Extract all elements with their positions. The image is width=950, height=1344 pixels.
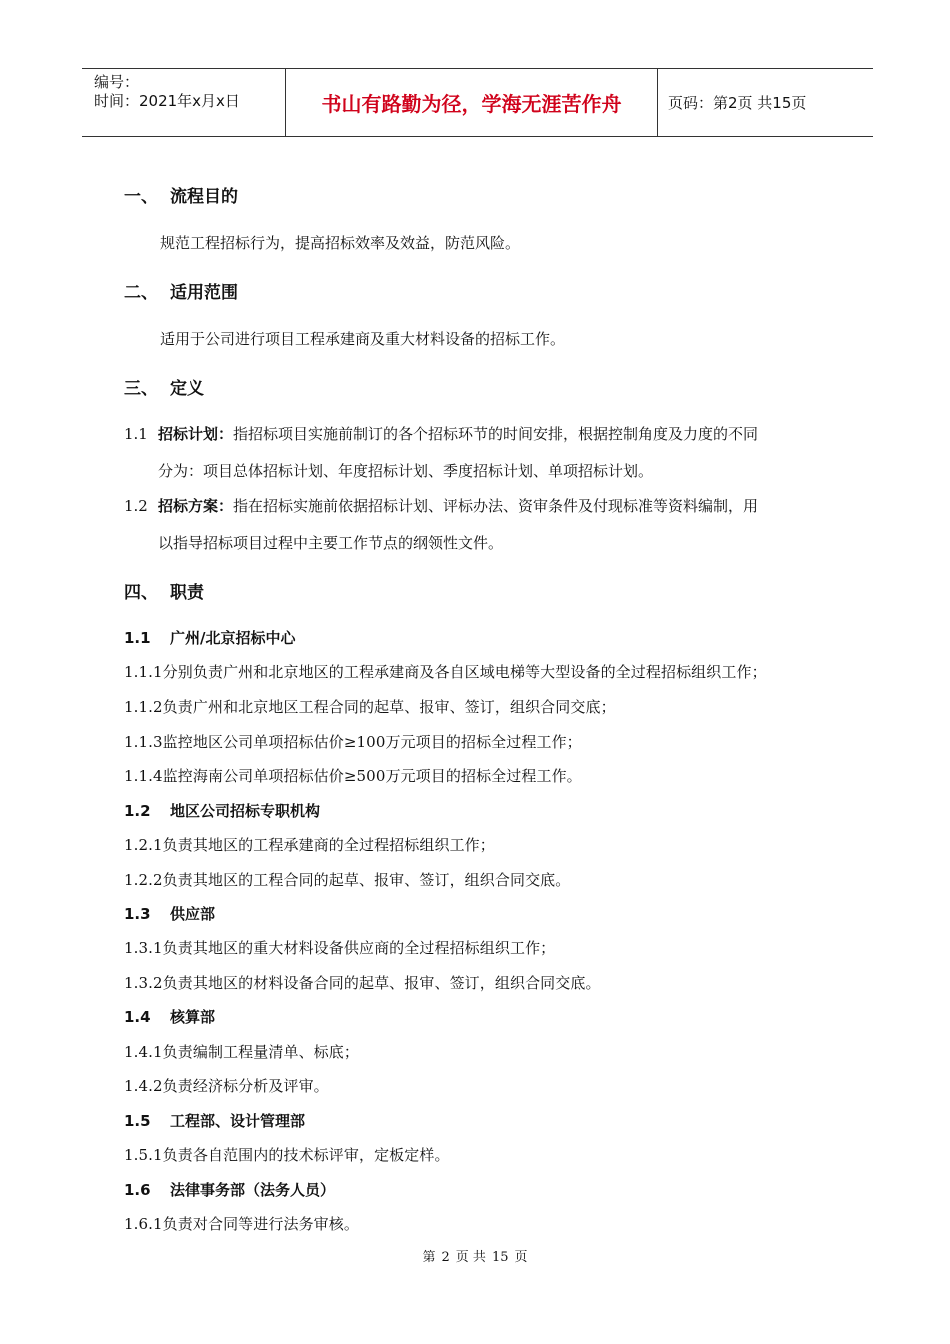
page-header bbox=[82, 68, 873, 137]
header-left-cell bbox=[82, 69, 285, 136]
list-item: 1.1.3监控地区公司单项招标估价≥100万元项目的招标全过程工作； bbox=[124, 733, 582, 751]
section-heading-purpose: 一、 流程目的 bbox=[124, 187, 238, 207]
list-item: 1.5.1负责各自范围内的技术标评审，定板定样。 bbox=[124, 1146, 450, 1164]
list-item: 1.3.2负责其地区的材料设备合同的起草、报审、签订，组织合同交底。 bbox=[124, 974, 601, 992]
list-item: 1.2.1负责其地区的工程承建商的全过程招标组织工作； bbox=[124, 836, 495, 854]
list-item: 1.1.1分别负责广州和北京地区的工程承建商及各自区域电梯等大型设备的全过程招标组织工作； bbox=[124, 663, 767, 681]
definition-item: 1.2 招标方案：指在招标实施前依据招标计划、评标办法、资审条件及付现标准等资料编制，用 bbox=[124, 497, 759, 515]
subsection-heading: 1.1 广州/北京招标中心 bbox=[124, 629, 296, 647]
doc-number-label: 编号： bbox=[94, 73, 140, 91]
section-heading-responsibilities: 四、 职责 bbox=[124, 583, 204, 603]
footer-page-number: 2 bbox=[441, 1250, 450, 1265]
list-item: 1.1.2负责广州和北京地区工程合同的起草、报审、签订，组织合同交底； bbox=[124, 698, 616, 716]
subsection-heading: 1.4 核算部 bbox=[124, 1008, 216, 1026]
section-heading-definitions: 三、 定义 bbox=[124, 379, 204, 399]
definition-continuation: 分为：项目总体招标计划、年度招标计划、季度招标计划、单项招标计划。 bbox=[158, 462, 654, 480]
definition-continuation: 以指导招标项目过程中主要工作节点的纲领性文件。 bbox=[158, 534, 504, 552]
page-footer: 第 2 页 共 15 页 bbox=[422, 1250, 528, 1265]
list-item: 1.4.1负责编制工程量清单、标底； bbox=[124, 1043, 359, 1061]
footer-total-pages: 15 bbox=[491, 1250, 509, 1265]
header-motto: 书山有路勤为径，学海无涯苦作舟 bbox=[285, 69, 658, 136]
definition-item: 1.1 招标计划：指招标项目实施前制订的各个招标环节的时间安排，根据控制角度及力度的不同 bbox=[124, 425, 759, 443]
list-item: 1.2.2负责其地区的工程合同的起草、报审、签订，组织合同交底。 bbox=[124, 871, 571, 889]
section-body-scope: 适用于公司进行项目工程承建商及重大材料设备的招标工作。 bbox=[160, 330, 566, 348]
section-body-purpose: 规范工程招标行为，提高招标效率及效益，防范风险。 bbox=[160, 234, 521, 252]
list-item: 1.6.1负责对合同等进行法务审核。 bbox=[124, 1215, 359, 1233]
list-item: 1.3.1负责其地区的重大材料设备供应商的全过程招标组织工作； bbox=[124, 939, 556, 957]
header-page-info: 页码：第2页 共15页 bbox=[668, 94, 807, 112]
list-item: 1.4.2负责经济标分析及评审。 bbox=[124, 1077, 329, 1095]
subsection-heading: 1.6 法律事务部（法务人员） bbox=[124, 1181, 336, 1199]
subsection-heading: 1.2 地区公司招标专职机构 bbox=[124, 802, 321, 820]
section-heading-scope: 二、 适用范围 bbox=[124, 283, 238, 303]
subsection-heading: 1.5 工程部、设计管理部 bbox=[124, 1112, 306, 1130]
list-item: 1.1.4监控海南公司单项招标估价≥500万元项目的招标全过程工作。 bbox=[124, 767, 582, 785]
subsection-heading: 1.3 供应部 bbox=[124, 905, 216, 923]
date-line: 时间：2021年x月x日 bbox=[94, 92, 240, 110]
